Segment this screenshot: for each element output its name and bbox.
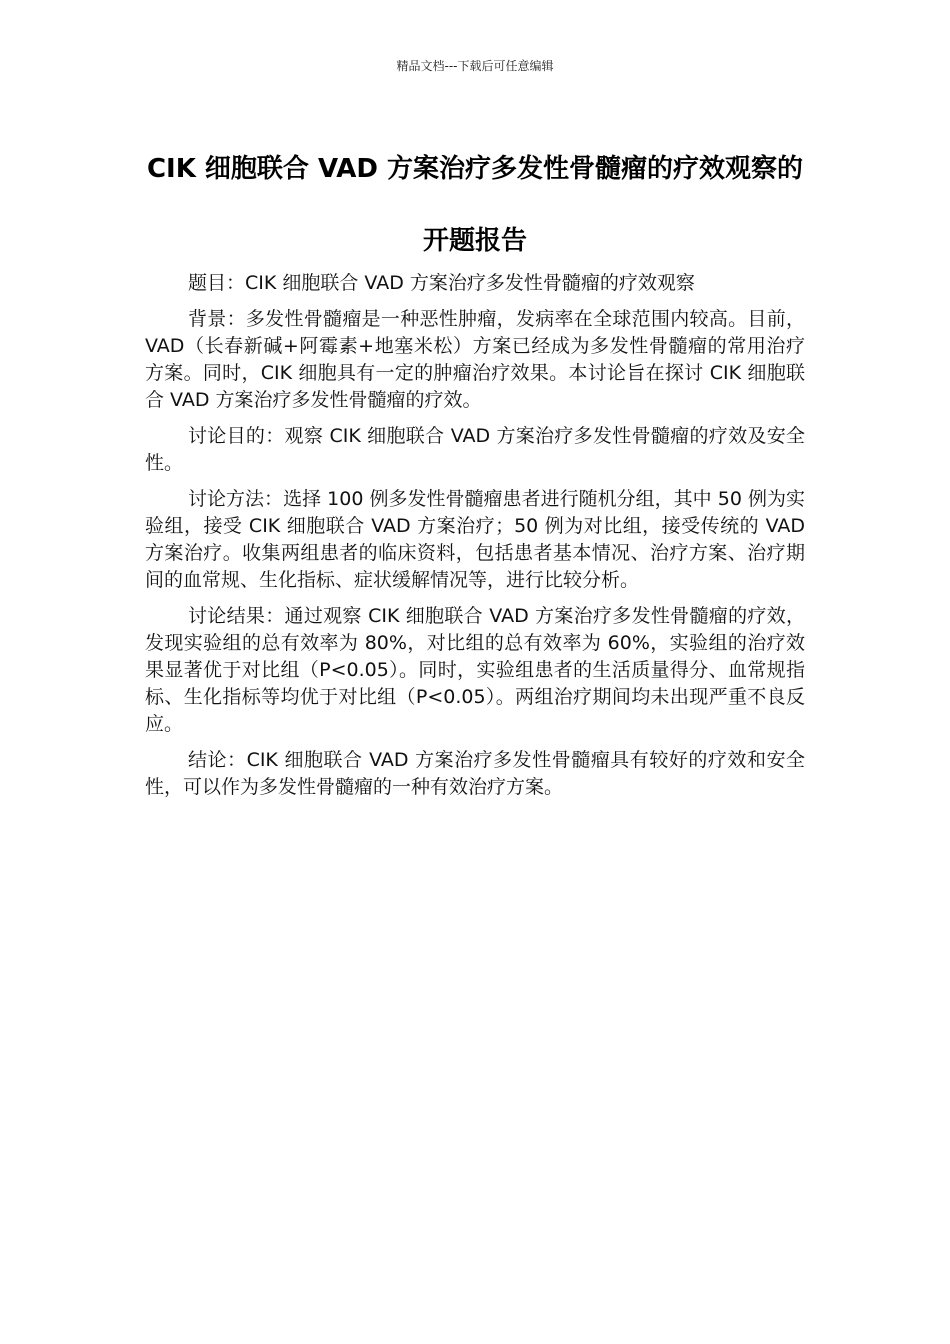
- header-note: 精品文档---下载后可任意编辑: [396, 59, 554, 73]
- paragraph-results: 讨论结果：通过观察 CIK 细胞联合 VAD 方案治疗多发性骨髓瘤的疗效，发现实验组的总有效率为 80%，对比组的总有效率为 60%，实验组的治疗效果显著优于对比组（P<0.05）。同时，实验组患者的生活质量得分、血常规指标、生化指标等均优于对比组（P<0.05）。两组治疗期间均未出现严重不良反应。: [145, 605, 805, 735]
- document-title: CIK 细胞联合 VAD 方案治疗多发性骨髓瘤的疗效观察的开题报告: [146, 154, 804, 256]
- document-body: [145, 270, 805, 810]
- paragraph-conclusion: 结论：CIK 细胞联合 VAD 方案治疗多发性骨髓瘤具有较好的疗效和安全性，可以作为多发性骨髓瘤的一种有效治疗方案。: [145, 749, 805, 798]
- paragraph-purpose: 讨论目的：观察 CIK 细胞联合 VAD 方案治疗多发性骨髓瘤的疗效及安全性。: [145, 425, 805, 474]
- paragraph-background: 背景：多发性骨髓瘤是一种恶性肿瘤，发病率在全球范围内较高。目前，VAD（长春新碱+阿霉素+地塞米松）方案已经成为多发性骨髓瘤的常用治疗方案。同时，CIK 细胞具有一定的肿瘤治疗效果。本讨论旨在探讨 CIK 细胞联合 VAD 方案治疗多发性骨髓瘤的疗效。: [145, 308, 805, 411]
- paragraph-topic: 题目：CIK 细胞联合 VAD 方案治疗多发性骨髓瘤的疗效观察: [188, 272, 695, 294]
- paragraph-methods: 讨论方法：选择 100 例多发性骨髓瘤患者进行随机分组，其中 50 例为实验组，接受 CIK 细胞联合 VAD 方案治疗；50 例为对比组，接受传统的 VAD 方案治疗。收集两组患者的临床资料，包括患者基本情况、治疗方案、治疗期间的血常规、生化指标、症状缓解情况等，进行比较分析。: [145, 488, 805, 591]
